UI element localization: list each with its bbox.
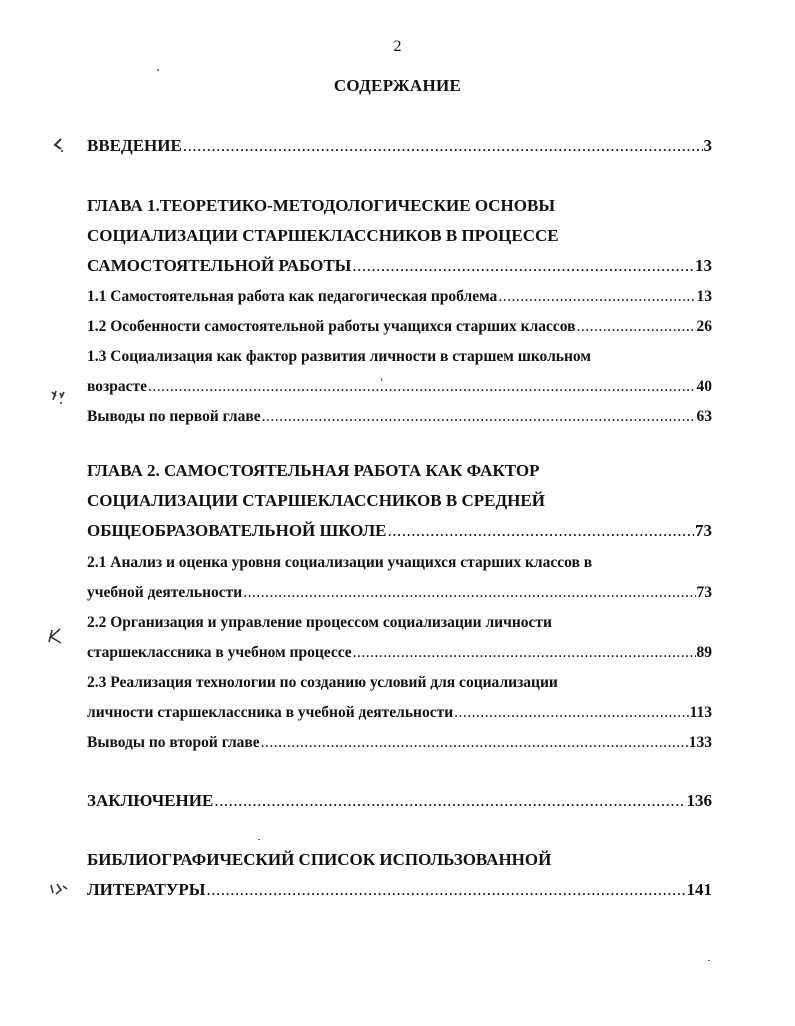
- chapter-1-heading-line-3: [87, 251, 712, 281]
- chapter-1-heading-line-1: ГЛАВА 1.ТЕОРЕТИКО-МЕТОДОЛОГИЧЕСКИЕ ОСНОВЫ: [87, 196, 556, 215]
- toc-page-number: 3: [703, 136, 712, 155]
- scan-speck: [708, 960, 710, 961]
- toc-entry-text: старшеклассника в учебном процессе: [87, 644, 352, 661]
- dot-leader: [387, 516, 694, 546]
- toc-page-number: 141: [686, 880, 712, 899]
- dot-leader: [148, 372, 696, 402]
- scan-mark: [52, 137, 66, 153]
- toc-entry-text: Выводы по первой главе: [87, 408, 261, 425]
- toc-entry-section-2-3-line-1: 2.3 Реализация технологии по созданию условий для социализации: [87, 674, 558, 691]
- toc-page-number: 13: [696, 288, 712, 305]
- toc-entry-section-2-1-line-2: [87, 578, 712, 608]
- dot-leader: [183, 131, 703, 161]
- toc-entry-text: 1.2 Особенности самостоятельной работы учащихся старших классов: [87, 318, 576, 335]
- chapter-2-heading-line-1: ГЛАВА 2. САМОСТОЯТЕЛЬНАЯ РАБОТА КАК ФАКТОР: [87, 461, 540, 480]
- dot-leader: [206, 875, 685, 905]
- toc-entry-section-1-3-line-1: 1.3 Социализация как фактор развития личности в старшем школьном: [87, 348, 591, 365]
- dot-leader: [261, 728, 688, 758]
- dot-leader: [498, 282, 695, 312]
- toc-entry-text: ВВЕДЕНИЕ: [87, 136, 182, 155]
- scan-mark: [48, 880, 70, 898]
- toc-entry-text: возрасте: [87, 378, 147, 395]
- toc-page-number: 113: [689, 704, 712, 721]
- scan-speck: [157, 69, 159, 71]
- toc-page-number: 133: [688, 734, 712, 751]
- toc-entry-text: 1.1 Самостоятельная работа как педагогическая проблема: [87, 288, 498, 305]
- chapter-1-heading-line-2: СОЦИАЛИЗАЦИИ СТАРШЕКЛАССНИКОВ В ПРОЦЕССЕ: [87, 226, 559, 245]
- toc-entry-section-2-2-line-2: [87, 638, 712, 668]
- toc-entry-bibliography-line-1: БИБЛИОГРАФИЧЕСКИЙ СПИСОК ИСПОЛЬЗОВАННОЙ: [87, 850, 552, 869]
- toc-entry-section-2-1-line-1: 2.1 Анализ и оценка уровня социализации учащихся старших классов в: [87, 554, 593, 571]
- dot-leader: [243, 578, 695, 608]
- toc-page-number: 136: [686, 791, 712, 810]
- scan-speck: [258, 839, 260, 840]
- dot-leader: [454, 698, 688, 728]
- dot-leader: [214, 786, 685, 816]
- toc-page-number: 73: [696, 584, 712, 601]
- toc-entry-text: САМОСТОЯТЕЛЬНОЙ РАБОТЫ: [87, 256, 352, 275]
- toc-entry-section-2-3-line-2: [87, 698, 712, 728]
- toc-page-number: 26: [696, 318, 712, 335]
- scan-mark: [49, 388, 69, 406]
- chapter-2-heading-line-3: [87, 516, 712, 546]
- toc-page-number: 89: [696, 644, 712, 661]
- toc-entry-section-1-2: [87, 312, 712, 342]
- toc-entry-chapter-2-conclusions: [87, 728, 712, 758]
- toc-entry-text: Выводы по второй главе: [87, 734, 260, 751]
- toc-page-number: 73: [695, 521, 712, 540]
- toc-entry-text: ЗАКЛЮЧЕНИЕ: [87, 791, 214, 810]
- scan-speck: [381, 378, 382, 381]
- dot-leader: [353, 638, 696, 668]
- toc-entry-section-1-3-line-2: [87, 372, 712, 402]
- toc-page-number: 13: [695, 256, 712, 275]
- toc-page-number: 40: [696, 378, 712, 395]
- toc-entry-text: ЛИТЕРАТУРЫ: [87, 880, 206, 899]
- dot-leader: [352, 251, 694, 281]
- page-title: СОДЕРЖАНИЕ: [333, 76, 462, 95]
- toc-entry-chapter-1-conclusions: [87, 402, 712, 432]
- chapter-2-heading-line-2: СОЦИАЛИЗАЦИИ СТАРШЕКЛАССНИКОВ В СРЕДНЕЙ: [87, 491, 545, 510]
- page-number: 2: [393, 38, 402, 55]
- toc-entry-bibliography-line-2: [87, 875, 712, 905]
- toc-entry-introduction: [87, 131, 712, 161]
- toc-entry-text: ОБЩЕОБРАЗОВАТЕЛЬНОЙ ШКОЛЕ: [87, 521, 387, 540]
- dot-leader: [577, 312, 696, 342]
- toc-entry-text: учебной деятельности: [87, 584, 243, 601]
- toc-entry-section-1-1: [87, 282, 712, 312]
- scan-mark: [46, 626, 66, 646]
- dot-leader: [262, 402, 696, 432]
- toc-entry-section-2-2-line-1: 2.2 Организация и управление процессом социализации личности: [87, 614, 552, 631]
- toc-entry-text: личности старшеклассника в учебной деятельности: [87, 704, 454, 721]
- toc-entry-conclusion: [87, 786, 712, 816]
- toc-page-number: 63: [696, 408, 712, 425]
